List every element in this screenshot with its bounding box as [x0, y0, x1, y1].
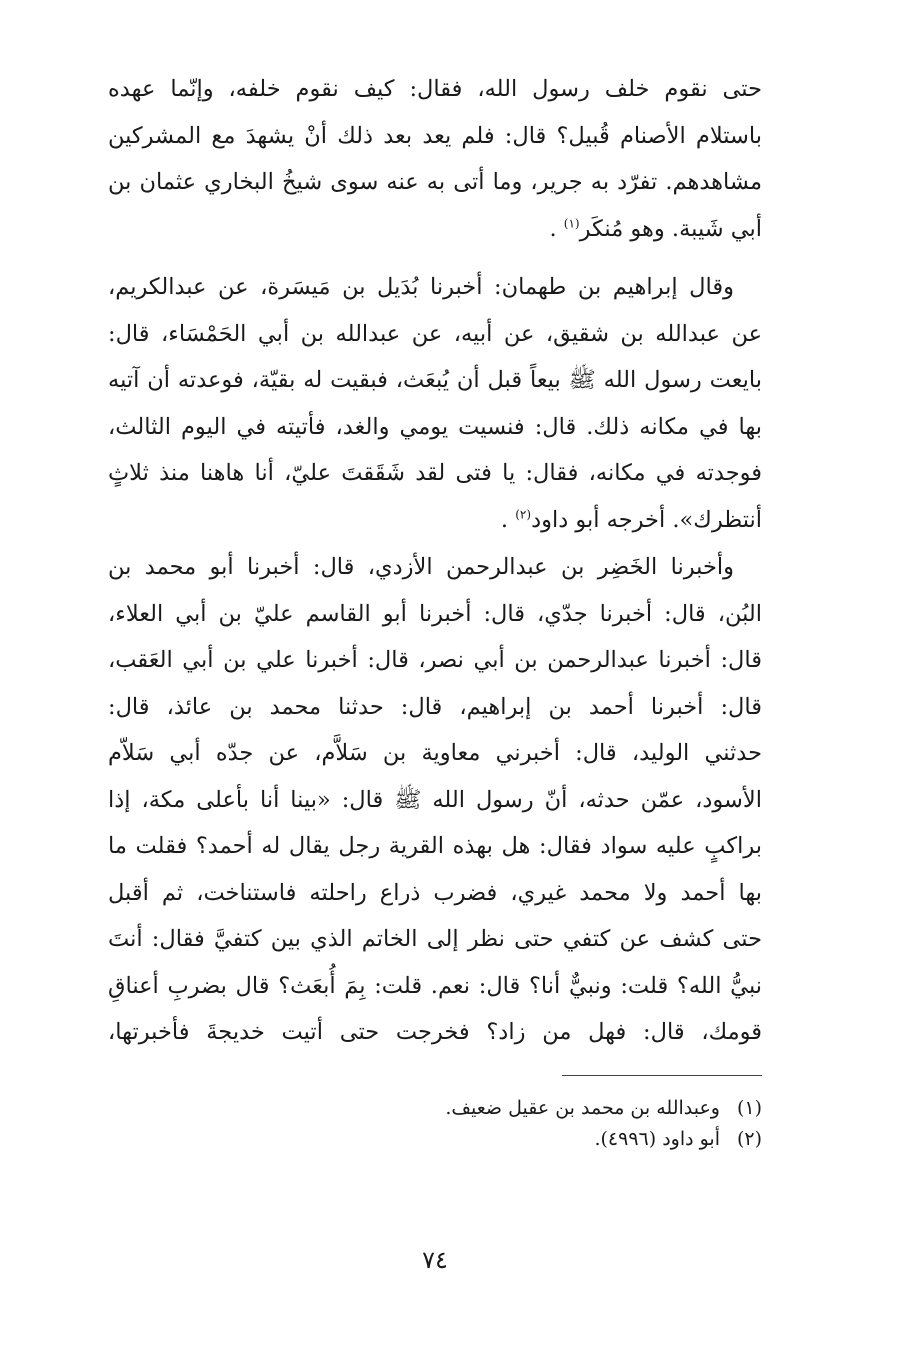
- footnote-number: (٢): [736, 1128, 762, 1150]
- text-line: باستلام الأصنام قُبيل؟ قال: فلم يعد بعد ذلك أنْ يشهدَ مع المشركين: [108, 122, 762, 149]
- text-line-last: [108, 497, 762, 544]
- text-line: بايعت رسول الله ﷺ بيعاً قبل أن يُبعَث، فبقيت له بقيّة، فوعدته أن آتيه: [108, 367, 762, 393]
- text-line-content: أنتظرك». أخرجه أبو داود: [531, 506, 762, 533]
- text-line: براكبٍ عليه سواد فقال: هل بهذه القرية رجل يقال له أحمد؟ فقلت ما: [108, 833, 762, 859]
- footnote-number: (١): [736, 1097, 762, 1119]
- paragraph-3: [108, 544, 762, 1056]
- text-line: وأخبرنا الخَضِر بن عبدالرحمن الأزدي، قال: أخبرنا أبو محمد بن: [108, 554, 734, 580]
- line-tail: .: [500, 506, 516, 533]
- paragraph-2: [108, 264, 762, 543]
- footnote-ref: (١): [563, 216, 580, 230]
- text-line: قومك، قال: فهل من زاد؟ فخرجت حتى أتيت خديجةَ فأخبرتها،: [108, 1019, 762, 1045]
- text-line: نبيُّ الله؟ قلت: ونبيٌّ أنا؟ قال: نعم. قلت: بِمَ أُبعَث؟ قال بضربِ أعناقِ: [108, 972, 762, 999]
- footnote-2: [108, 1124, 762, 1155]
- text-line: بها أحمد ولا محمد غيري، فضرب ذراع راحلته فاستناخت، ثم أقبل: [108, 879, 762, 906]
- text-line: حتى نقوم خلف رسول الله، فقال: كيف نقوم خلفه، وإنّما عهده: [108, 76, 762, 102]
- text-line: قال: أخبرنا عبدالرحمن بن أبي نصر، قال: أخبرنا علي بن أبي العَقب،: [108, 647, 762, 673]
- text-line: حتى كشف عن كتفي حتى نظر إلى الخاتم الذي بين كتفيَّ فقال: أنتَ: [108, 926, 762, 952]
- text-line: فوجدته في مكانه، فقال: يا فتى لقد شَقَقتَ عليّ، أنا هاهنا منذ ثلاثٍ: [108, 460, 762, 486]
- page-number: ٧٤: [422, 1246, 448, 1274]
- text-line: قال: أخبرنا أحمد بن إبراهيم، قال: حدثنا محمد بن عائذ، قال:: [108, 693, 762, 720]
- paragraph-1: [108, 66, 762, 252]
- text-line-content: أبي شَيبة. وهو مُنكَر: [579, 215, 762, 242]
- footnote-ref: (٢): [515, 507, 532, 521]
- text-line: البُن، قال: أخبرنا جدّي، قال: أخبرنا أبو القاسم عليّ بن أبي العلاء،: [108, 600, 762, 627]
- footnote-1: [108, 1093, 762, 1124]
- text-line-last: [108, 206, 762, 253]
- line-tail: .: [549, 215, 564, 242]
- footnote-text: وعبدالله بن محمد بن عقيل ضعيف.: [445, 1097, 720, 1119]
- text-line: بها في مكانه ذلك. قال: فنسيت يومي والغد، فأتيته في اليوم الثالث،: [108, 413, 762, 440]
- text-line: حدثني الوليد، قال: أخبرني معاوية بن سَلاَّم، عن جدّه أبي سَلاّم: [108, 740, 762, 766]
- footnote-divider: [562, 1075, 762, 1076]
- text-line: عن عبدالله بن شقيق، عن أبيه، عن عبدالله بن أبي الحَمْسَاء، قال:: [108, 320, 762, 347]
- book-page: [108, 66, 762, 1346]
- text-line: الأسود، عمّن حدثه، أنّ رسول الله ﷺ قال: «بينا أنا بأعلى مكة، إذا: [108, 786, 762, 813]
- footnotes: [108, 1093, 762, 1155]
- footnote-text: أبو داود (٤٩٩٦).: [594, 1128, 720, 1150]
- text-line: مشاهدهم. تفرّد به جرير، وما أتى به عنه سوى شيخُ البخاري عثمان بن: [108, 169, 762, 195]
- text-line: وقال إبراهيم بن طهمان: أخبرنا بُدَيل بن مَيسَرة، عن عبدالكريم،: [108, 274, 734, 300]
